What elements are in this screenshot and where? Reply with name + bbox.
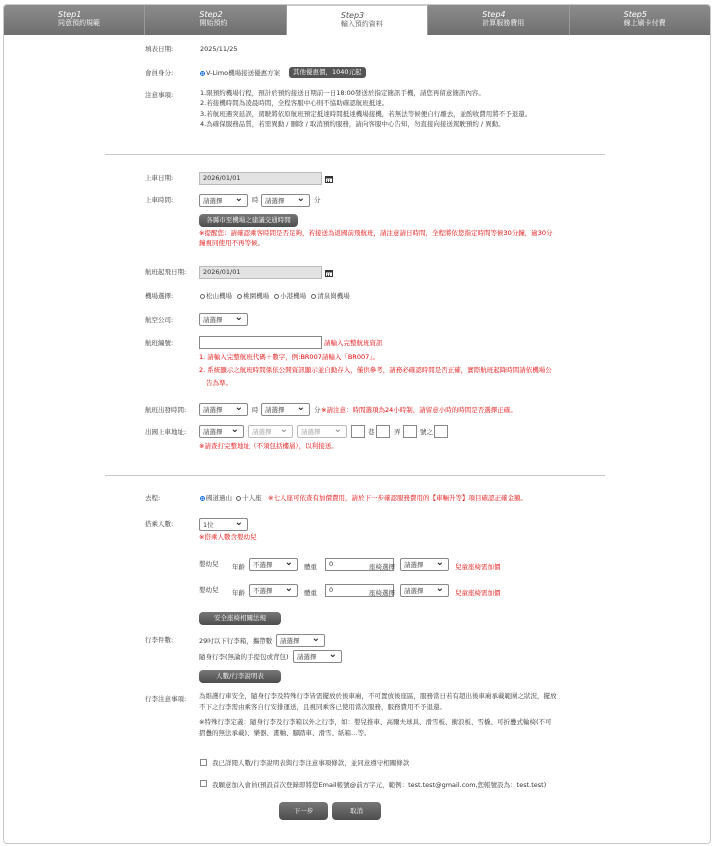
divider-1: [105, 154, 605, 155]
address-alley-label: 弄: [394, 428, 401, 436]
step-4: Step4 計算服務費用: [428, 5, 569, 35]
pickup-date-label: 上車日期:: [145, 174, 174, 182]
join-member-checkbox[interactable]: [200, 780, 207, 787]
luggage-notes-p2-1: ※特殊行李定義：隨身行李及行李箱以外之行李，如：嬰兒推車、高爾夫球具、滑雪板、衝浪板、雪橇、可折疊式輪椅(不可: [199, 718, 552, 726]
cancel-button[interactable]: 取消: [332, 802, 381, 820]
pickup-warning-1: ※提醒您：請確認乘客時間是否足夠，若接送為返國前飛航班，請注意請日時間，全程將依您指定時間等候30分鐘，逾30分: [199, 229, 553, 237]
calendar-icon[interactable]: [325, 175, 333, 183]
child1-seat-label: 座椅選擇: [369, 563, 395, 571]
flight-date-label: 航班起飛日期:: [145, 268, 187, 276]
child2-seat-label: 座椅選擇: [369, 589, 395, 597]
member-option[interactable]: V-Limo機場接送優惠方案: [200, 69, 280, 78]
traffic-time-button[interactable]: 各縣市至機場之建議交通時間: [199, 214, 298, 227]
airport-label: 機場選擇:: [145, 292, 174, 300]
agree-terms-checkbox[interactable]: [200, 759, 207, 766]
next-button[interactable]: 下一步: [279, 802, 328, 820]
child1-note: 兒童座椅需加價: [455, 563, 501, 571]
route-options: 國道過山 十人座: [200, 494, 262, 503]
child2-weight-label: 體重: [304, 589, 317, 597]
calendar-icon[interactable]: [325, 269, 333, 277]
luggage-line1: 29吋以下行李箱，攜帶數: [199, 637, 273, 645]
luggage-label: 行李件數:: [145, 636, 174, 644]
agree-terms-text: 我已詳閱人數/行李說明表與行李注意事項條款，並同意遵守相關條款: [212, 759, 410, 767]
member-radio[interactable]: [200, 71, 205, 76]
fill-date-value: 2025/11/25: [200, 45, 238, 53]
step-3-active: Step3 輸入預約資料: [287, 5, 428, 35]
child1-age-select[interactable]: 不選擇 ⌄: [249, 558, 298, 571]
address-label: 出國上車地址:: [145, 428, 187, 436]
notes-line-3: 3.若航班遇突延誤，駕駛將依原航班預定抵達時間抵達機場接機，若無法等候便自行離去，並酌收費用將不予退還。: [200, 110, 532, 118]
luggage-guide-button[interactable]: 人數/行李說明表: [199, 670, 281, 683]
child2-note: 兒童座椅需加價: [455, 589, 501, 597]
divider-2: [105, 475, 605, 476]
pickup-minute-select[interactable]: 請選擇 ⌄: [261, 194, 310, 207]
notes-line-4: 4.為確保服務品質，若需異動 / 刪除 / 取消預約服務，請向客服中心告知，勿直接向接送駕駛預約 / 異動。: [200, 120, 505, 128]
airport-radio-xiaogang[interactable]: [274, 294, 279, 299]
depart-minute-unit: 分: [314, 406, 321, 414]
address-district-select[interactable]: 請選擇 ⌄: [248, 425, 293, 438]
flight-no-note-1: 1. 請輸入完整航班代碼＋數字，例:BR007請輸入「BR007」。: [199, 353, 379, 361]
luggage-count-select[interactable]: 請選擇 ⌄: [276, 634, 325, 647]
notes-label: 注意事項:: [145, 91, 174, 99]
depart-time-label: 航班出發時間:: [145, 406, 187, 414]
airport-radio-qingquangang[interactable]: [311, 294, 316, 299]
pickup-hour-sep: 時: [252, 196, 259, 204]
luggage-notes-p1-1: 為維護行車安全，隨身行李及特殊行李皆需擺放於後車廂，不可置放後座區，服務當日若有超出後車廂承載範圍之狀況，擺放: [199, 692, 557, 700]
child2-age-label: 年齡: [232, 589, 245, 597]
luggage-notes-p2-2: 摺疊的無法承載)、樂器、畫軸、腳踏車、滑雪、紙箱…等。: [199, 729, 371, 737]
flight-no-input[interactable]: [199, 336, 322, 349]
airport-radio-songshan[interactable]: [200, 294, 205, 299]
airline-select[interactable]: 請選擇 ⌄: [199, 313, 248, 326]
seat-rules-button[interactable]: 安全座椅相關法規: [199, 612, 281, 625]
child2-seat-select[interactable]: 請選擇 ⌄: [400, 584, 449, 597]
notes-line-2: 2.若接機時間為凌晨時間，全程客服中心則不協助確認航班抵達。: [200, 99, 389, 107]
child1-weight-label: 體重: [304, 563, 317, 571]
child2-weight-input[interactable]: 0: [325, 584, 394, 597]
step-bar: [4, 5, 710, 35]
luggage-notes-label: 行李注意事項:: [145, 695, 187, 703]
airport-options: 松山機場 桃園機場 小港機場 清泉崗機場: [200, 292, 350, 301]
address-road-select[interactable]: 請選擇 ⌄: [297, 425, 347, 438]
flight-no-note-2: 2. 系統顯示之航班時間係依公開資訊顯示並自動存入，僅供參考，請務必確認時間是否正確，實際航班起降時間請依機場公: [199, 366, 552, 374]
step-5: Step5 線上刷卡付費: [570, 5, 710, 35]
child1-seat-select[interactable]: 請選擇 ⌄: [400, 558, 449, 571]
pickup-warning-2: 鐘視同使用不再等候。: [199, 239, 264, 247]
pickup-hour-select[interactable]: 請選擇 ⌄: [199, 194, 248, 207]
step-1: Step1 同意預約規範: [4, 5, 145, 35]
address-number-label: 號之: [420, 428, 433, 436]
airline-label: 航空公司:: [145, 316, 174, 324]
child1-age-label: 年齡: [232, 563, 245, 571]
member-badge: 其他優惠價，1040元起: [289, 67, 366, 78]
passengers-label: 搭乘人數:: [145, 520, 174, 528]
step-2: Step2 開始預約: [145, 5, 286, 35]
passengers-select[interactable]: 1位 ⌄: [199, 518, 248, 531]
address-lane-input[interactable]: [351, 425, 365, 438]
child2-age-select[interactable]: 不選擇 ⌄: [249, 584, 298, 597]
luggage-line2: 隨身行李(無論的手提包或背包): [199, 653, 289, 661]
route-radio-2[interactable]: [236, 496, 241, 501]
depart-time-note: ※請注意：時間選項為24小時制，請留意小時的時間是否選擇正確。: [321, 406, 517, 414]
pickup-date-input[interactable]: 2026/01/01: [199, 172, 322, 185]
notes-line-1: 1.限預約機場行程，預計於預約接送日期前一日18:00發送於指定簡訊手機，請您再留意簡訊內容。: [200, 89, 485, 97]
luggage-notes-p1-2: 不下之行李需由乘客自行安排運送，且視同乘客已使用當次服務，服務費用不予退還。: [199, 703, 446, 711]
pickup-time-label: 上車時間:: [145, 196, 174, 204]
address-warning: ※請查打完整地址（不須包括樓層），以利接送。: [199, 442, 338, 450]
flight-no-label: 航班編號:: [145, 339, 174, 347]
address-number-sub-input[interactable]: [434, 425, 448, 438]
flight-date-input[interactable]: 2026/01/01: [199, 266, 322, 279]
route-radio-1[interactable]: [200, 496, 205, 501]
address-city-select[interactable]: 請選擇 ⌄: [199, 425, 244, 438]
depart-hour-sep: 時: [252, 406, 259, 414]
passengers-warning: ※搭乘人數含嬰幼兒: [199, 533, 257, 541]
route-note: ※七人座可依查有加價費用，請於下一步確認服務費用的【車輛升等】項目確認正確金額。: [268, 494, 527, 502]
child1-weight-input[interactable]: 0: [325, 558, 394, 571]
child1-label: 嬰幼兒: [199, 560, 219, 568]
address-number-input[interactable]: [403, 425, 417, 438]
carry-on-select[interactable]: 請選擇 ⌄: [293, 650, 342, 663]
airport-radio-taoyuan[interactable]: [237, 294, 242, 299]
address-alley-input[interactable]: [376, 425, 390, 438]
depart-hour-select[interactable]: 請選擇 ⌄: [199, 403, 248, 416]
flight-no-hint: 請輸入完整航班資訊: [324, 339, 383, 347]
address-lane-label: 巷: [368, 428, 375, 436]
join-member-text: 我願意加入會員(預設首次登錄即將您Email帳號@前方字元，範例：test.test@gmail.com,您帳號設為：test.test): [212, 781, 547, 789]
member-label: 會員身分:: [145, 69, 174, 77]
flight-no-note-3: 告為準。: [206, 379, 232, 387]
child2-label: 嬰幼兒: [199, 586, 219, 594]
depart-minute-select[interactable]: 請選擇 ⌄: [261, 403, 310, 416]
pickup-minute-unit: 分: [314, 196, 321, 204]
route-label: 去程:: [145, 494, 161, 502]
fill-date-label: 填表日期:: [145, 45, 174, 53]
